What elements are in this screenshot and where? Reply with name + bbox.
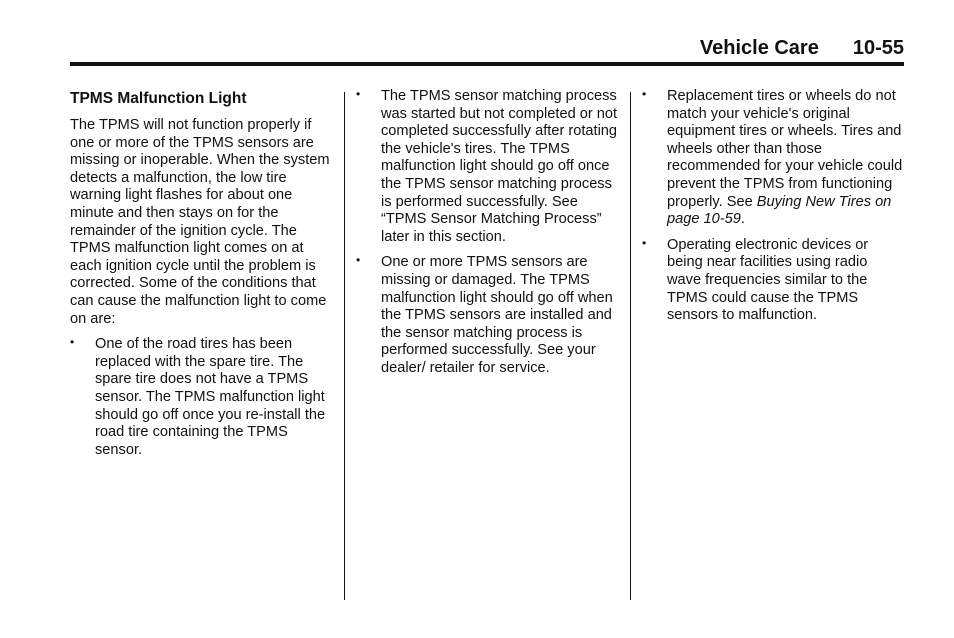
list-item-text: Operating electronic devices or being near facilities using radio wave frequencies similar to the TPMS could cause the TPMS sensors to malfunction. (667, 236, 869, 324)
bullet-icon: • (356, 253, 361, 268)
list-item (356, 254, 618, 377)
column-divider-1 (344, 92, 345, 600)
bullet-icon: • (356, 87, 361, 101)
column-3 (642, 88, 904, 325)
list-item-text: The TPMS sensor matching process was started but not completed or not completed successfully after rotating the vehicle's tires. The TPMS malfunction light should go off once the TPMS sensor matching process is performed successfully. See “TPMS Sensor Matching Process” later in this section. (381, 88, 618, 245)
bullet-icon: • (642, 87, 647, 101)
section-title: Vehicle Care (699, 37, 819, 59)
list-item-text: One of the road tires has been replaced with the spare tire. The spare tire does not have a TPMS sensor. The TPMS malfunction light should go off once you re-install the road tire containing the TPMS sensor. (95, 336, 326, 458)
header-rule (70, 62, 904, 66)
list-item-text (667, 88, 902, 227)
column-2 (356, 88, 618, 378)
list-item (70, 336, 332, 459)
column-divider-2 (630, 92, 631, 600)
cross-reference-link[interactable]: Buying New Tires on page 10-59 (667, 193, 892, 228)
page-header (70, 34, 904, 62)
list-item-text-part: Replacement tires or wheels do not match your vehicle's original equipment tires or wheels. Tires and wheels other than those recommended for your vehicle could prevent the TPMS from functioning properly. See (667, 88, 903, 210)
list-item (642, 88, 904, 229)
bullet-icon: • (70, 335, 75, 350)
list-item (642, 237, 904, 325)
list-item-text-end: . (740, 211, 745, 228)
bullet-icon: • (642, 235, 647, 250)
page-number: 10-55 (852, 37, 904, 59)
list-item-text: One or more TPMS sensors are missing or damaged. The TPMS malfunction light should go off when the TPMS sensors are installed and the sensor matching process is performed successfully. See your dealer/ retailer for service. (381, 254, 613, 376)
section-heading: TPMS Malfunction Light (70, 90, 247, 107)
intro-paragraph: The TPMS will not function properly if one or more of the TPMS sensors are missing or inoperable. When the system detects a malfunction, the low tire warning light flashes for about one minute and then stays on for the remainder of the ignition cycle. The TPMS malfunction light comes on at each ignition cycle until the problem is corrected. Some of the conditions that can cause the malfunction light to come on are: (70, 117, 330, 327)
list-item (356, 88, 618, 246)
column-1 (70, 88, 332, 459)
